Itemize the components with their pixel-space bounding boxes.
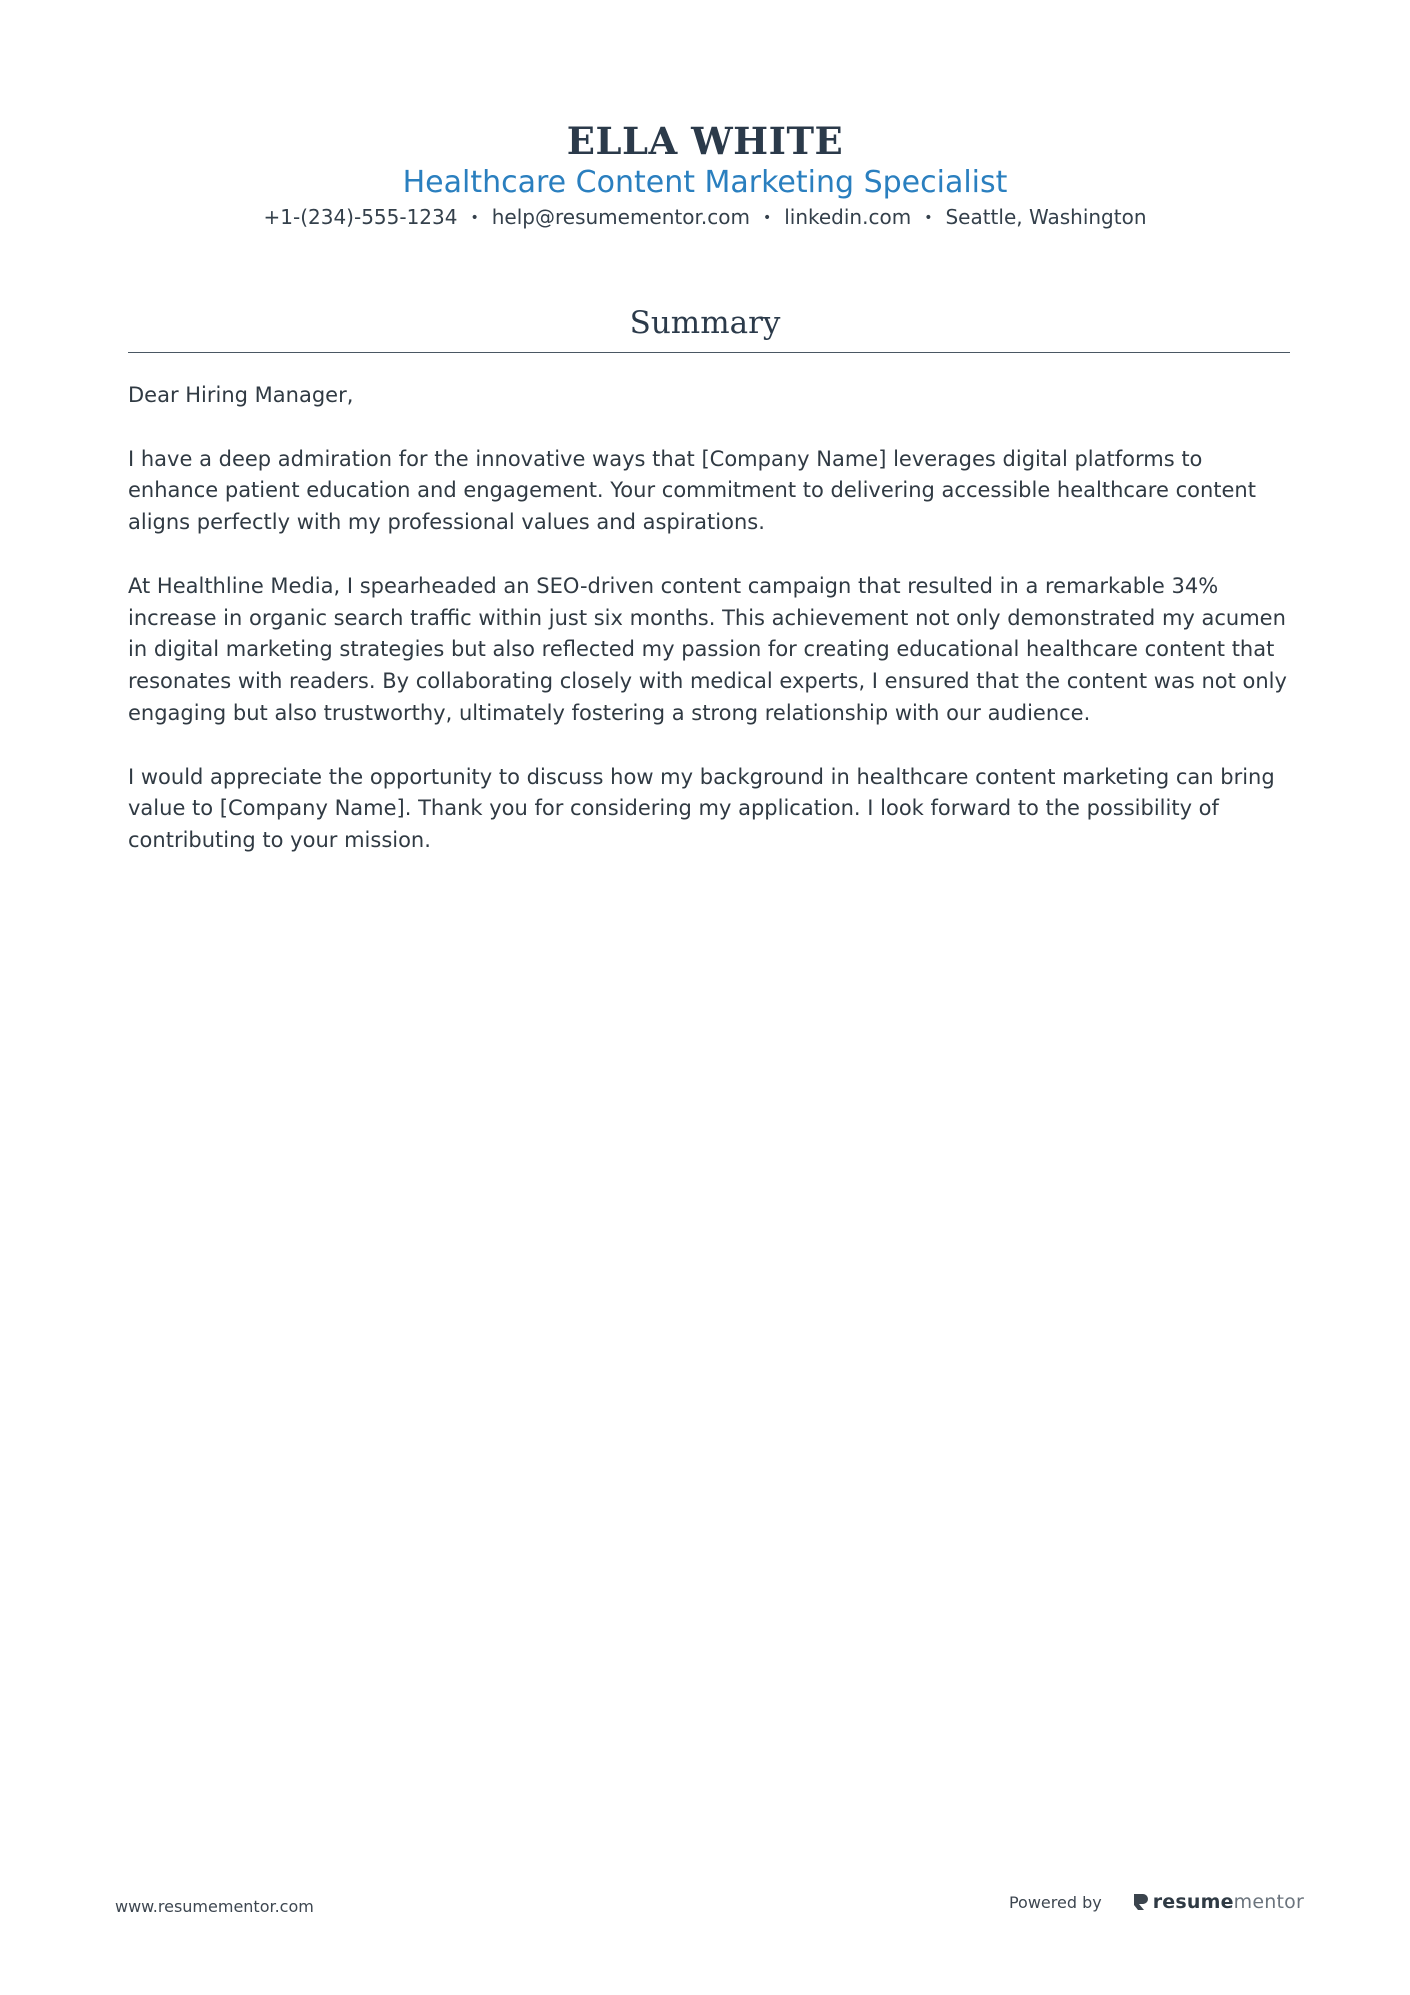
contact-separator: •: [762, 210, 772, 226]
contact-email: help@resumementor.com: [491, 205, 750, 229]
contact-line: [0, 202, 1410, 233]
footer-website: www.resumementor.com: [115, 1897, 314, 1916]
logo-text-resume: resume: [1152, 1891, 1234, 1913]
letter-salutation: Dear Hiring Manager,: [128, 383, 354, 407]
logo-text-mentor: mentor: [1233, 1891, 1304, 1913]
candidate-name: ELLA WHITE: [566, 119, 844, 163]
contact-phone: +1-(234)-555-1234: [263, 205, 458, 229]
contact-linkedin: linkedin.com: [784, 205, 912, 229]
candidate-title: Healthcare Content Marketing Specialist: [402, 165, 1008, 200]
contact-separator: •: [924, 210, 933, 226]
letter-body: [128, 380, 1293, 889]
letter-paragraph: At Healthline Media, I spearheaded an SEO-driven content campaign that resulted in a remarkable 34% increase in organic search traffic within just six months. This achievement not only demonstrated my acumen in digital marketing strategies but also reflected my passion for creating educational healthcare content that resonates with readers. By collaborating closely with medical experts, I ensured that the content was not only engaging but also trustworthy, ultimately fostering a strong relationship with our audience.: [128, 573, 1287, 725]
resumementor-logo-icon: [1132, 1892, 1150, 1912]
contact-location: Seattle, Washington: [945, 205, 1147, 229]
powered-by-label: Powered by: [1008, 1892, 1102, 1912]
footer-branding: [1009, 1891, 1304, 1913]
section-divider: [128, 352, 1290, 353]
letter-paragraph: I have a deep admiration for the innovative ways that [Company Name] leverages digital platforms to enhance patient education and engagement. Your commitment to delivering accessible healthcare content aligns perfectly with my professional values and aspirations.: [128, 446, 1256, 535]
resumementor-logo: [1132, 1891, 1304, 1913]
section-title-summary: Summary: [629, 305, 781, 341]
header: [0, 118, 1410, 233]
letter-paragraph: I would appreciate the opportunity to discuss how my background in healthcare content marketing can bring value to [Company Name]. Thank you for considering my application. I look forward to the possibility of contributing to your mission.: [128, 764, 1275, 853]
contact-separator: •: [470, 210, 479, 226]
